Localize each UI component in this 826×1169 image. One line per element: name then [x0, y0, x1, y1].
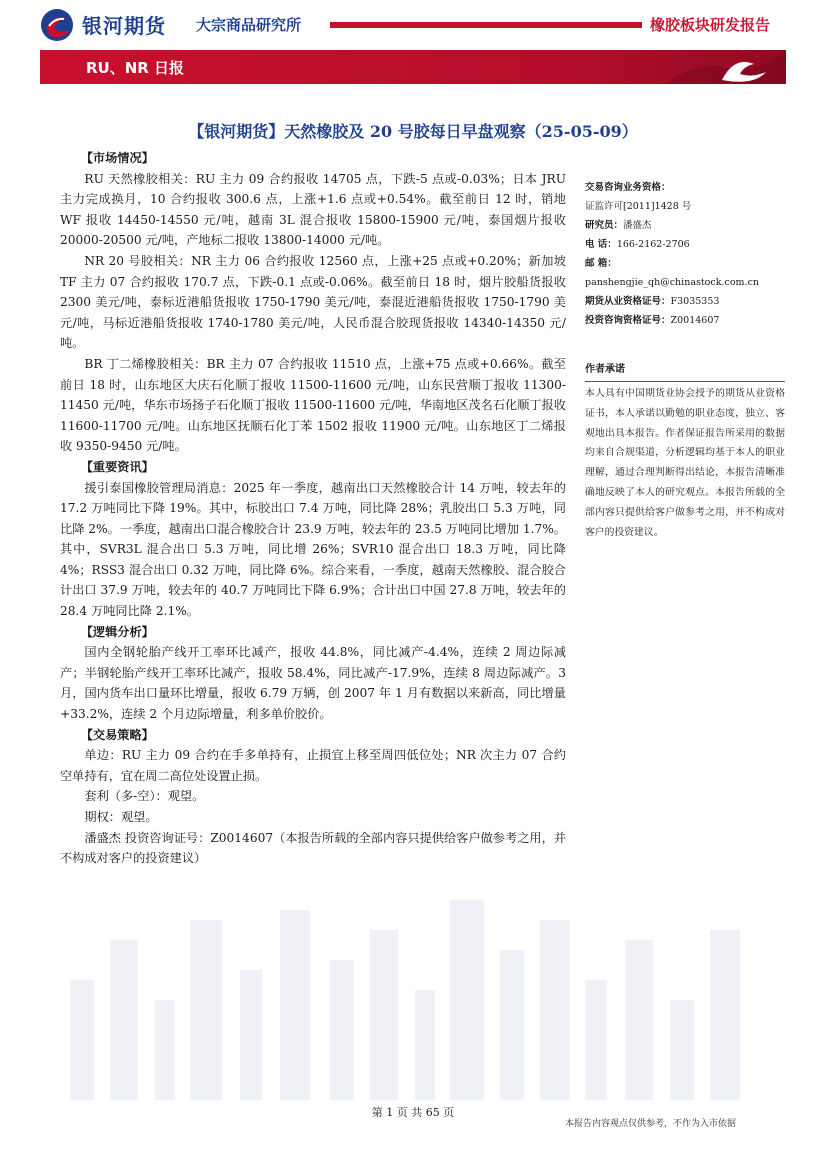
- commitment-text: 本人具有中国期货业协会授予的期货从业资格证书，本人承诺以勤勉的职业态度，独立、客观地出具本报告。作者保证报告所采用的数据均来自合规渠道，分析逻辑均基于本人的职业理解，通过合理判断得出结论，本报告清晰准确地反映了本人的研究观点。本报告所载的全部内容只提供给客户做参考之用，并不构成对客户的投资建议。: [585, 388, 785, 538]
- report-banner: [40, 50, 786, 84]
- section-heading-logic: 【逻辑分析】: [80, 624, 154, 639]
- banner-label: RU、NR 日报: [86, 59, 185, 77]
- swoosh-icon: [626, 50, 786, 84]
- page-title: 【银河期货】天然橡胶及 20 号胶每日早盘观察（25-05-09）: [188, 122, 638, 141]
- paragraph: 援引泰国橡胶管理局消息：2025 年一季度，越南出口天然橡胶合计 14 万吨，较去年的 17.2 万吨同比下降 19%。其中，标胶出口 7.4 万吨，同比降 28%；乳胶出口 5.3 万吨，同比降 2%。一季度，越南出口混合橡胶合计 23.9 万吨，较去年的 23.5 万吨同比增加 1.7%。其中，SVR3L 混合出口 5.3 万吨，同比增 26%；SVR10 混合出口 18.3 万吨，同比降 4%；RSS3 混合出口 0.32 万吨，同比降 6%。综合来看，一季度，越南天然橡胶、混合胶合计出口 37.9 万吨，较去年的 40.7 万吨同比下降 6.9%；合计出口中国 27.8 万吨，较去年的 28.4 万吨同比降 2.1%。: [60, 480, 566, 619]
- paragraph: BR 丁二烯橡胶相关：BR 主力 07 合约报收 11510 点，上涨+75 点或+0.66%。截至前日 18 时，山东地区大庆石化顺丁报收 11500-11600 元/吨，山东民营顺丁报收 11300-11450 元/吨，华东市场扬子石化顺丁报收 11500-11600 元/吨，华南地区茂名石化顺丁报收 11600-11700 元/吨。山东地区抚顺石化丁苯 1502 报收 11900 元/吨。山东地区丁二烯报收 9350-9450 元/吨。: [60, 356, 566, 454]
- header-rule: [330, 22, 642, 28]
- futures-cert-row: 期货从业资格证号：F3035353: [585, 296, 720, 307]
- galaxy-logo-icon: [40, 8, 74, 42]
- page-number: 第 1 页 共 65 页: [371, 1106, 455, 1119]
- email-label: 邮 箱：: [585, 258, 617, 269]
- phone-row: 电 话：166-2162-2706: [585, 239, 690, 250]
- commitment-divider: [585, 381, 785, 382]
- email-value[interactable]: panshengjie_qh@chinastock.com.cn: [585, 277, 760, 288]
- report-body: [60, 148, 566, 869]
- commitment-title: 作者承诺: [585, 364, 625, 375]
- watermark-skyline: [60, 900, 760, 1100]
- paragraph: 期权：观望。: [84, 810, 158, 824]
- section-heading-market: 【市场情况】: [80, 151, 154, 165]
- paragraph: 潘盛杰 投资咨询证号：Z0014607（本报告所载的全部内容只提供给客户做参考之用，并不构成对客户的投资建议）: [60, 830, 566, 866]
- paragraph: 套利（多-空）：观望。: [84, 789, 205, 804]
- section-heading-strategy: 【交易策略】: [80, 727, 154, 742]
- qualification-row: 交易咨询业务资格：: [585, 182, 671, 193]
- paragraph: NR 20 号胶相关：NR 主力 06 合约报收 12560 点，上涨+25 点或+0.20%；新加坡 TF 主力 07 合约报收 170.7 点，下跌-0.1 点或-0.06%。截至前日 18 时，烟片胶船货报收 2300 美元/吨，泰标近港船货报收 1750-1790 美元/吨，泰混近港船货报收 1750-1790 美元/吨，马标近港船货报收 1740-1780 美元/吨，人民币混合胶现货报收 14340-14350 元/吨。: [60, 253, 566, 351]
- paragraph: 单边：RU 主力 09 合约在手多单持有，止损宜上移至周四低位处；NR 次主力 07 合约空单持有，宜在周二高位处设置止损。: [60, 748, 566, 783]
- institute-name: 大宗商品研究所: [196, 16, 302, 34]
- footer-disclaimer: 本报告内容观点仅供参考，不作为入市依据: [565, 1119, 737, 1129]
- report-type: 橡胶板块研发报告: [650, 16, 771, 34]
- researcher-row: 研究员：潘盛杰: [585, 220, 652, 231]
- author-sidebar: [585, 178, 785, 542]
- paragraph: 国内全钢轮胎产线开工率环比减产，报收 44.8%，同比减产-4.4%，连续 2 周边际减产；半钢轮胎产线开工率环比减产，报收 58.4%，同比减产-17.9%，连续 8 周边际减产。3 月，国内货车出口量环比增量，报收 6.79 万辆，创 2007 年 1 月有数据以来新高，同比增量+33.2%，连续 2 个月边际增量，利多单价胶价。: [60, 645, 566, 722]
- paragraph: RU 天然橡胶相关：RU 主力 09 合约报收 14705 点，下跌-5 点或-0.03%；日本 JRU 主力完成换月，10 合约报收 300.6 点，上涨+1.6 点或+0.54%。截至前日 12 时，销地 WF 报收 14450-14550 元/吨，越南 3L 混合报收 15800-15900 元/吨，泰国烟片报收 20000-20500 元/吨，产地标二报收 13800-14000 元/吨。: [60, 171, 566, 248]
- invest-cert-row: 投资咨询资格证号：Z0014607: [585, 315, 720, 326]
- qualification-value: 证监许可[2011]1428 号: [585, 201, 692, 212]
- section-heading-news: 【重要资讯】: [80, 459, 154, 474]
- brand-name: 银河期货: [82, 14, 166, 38]
